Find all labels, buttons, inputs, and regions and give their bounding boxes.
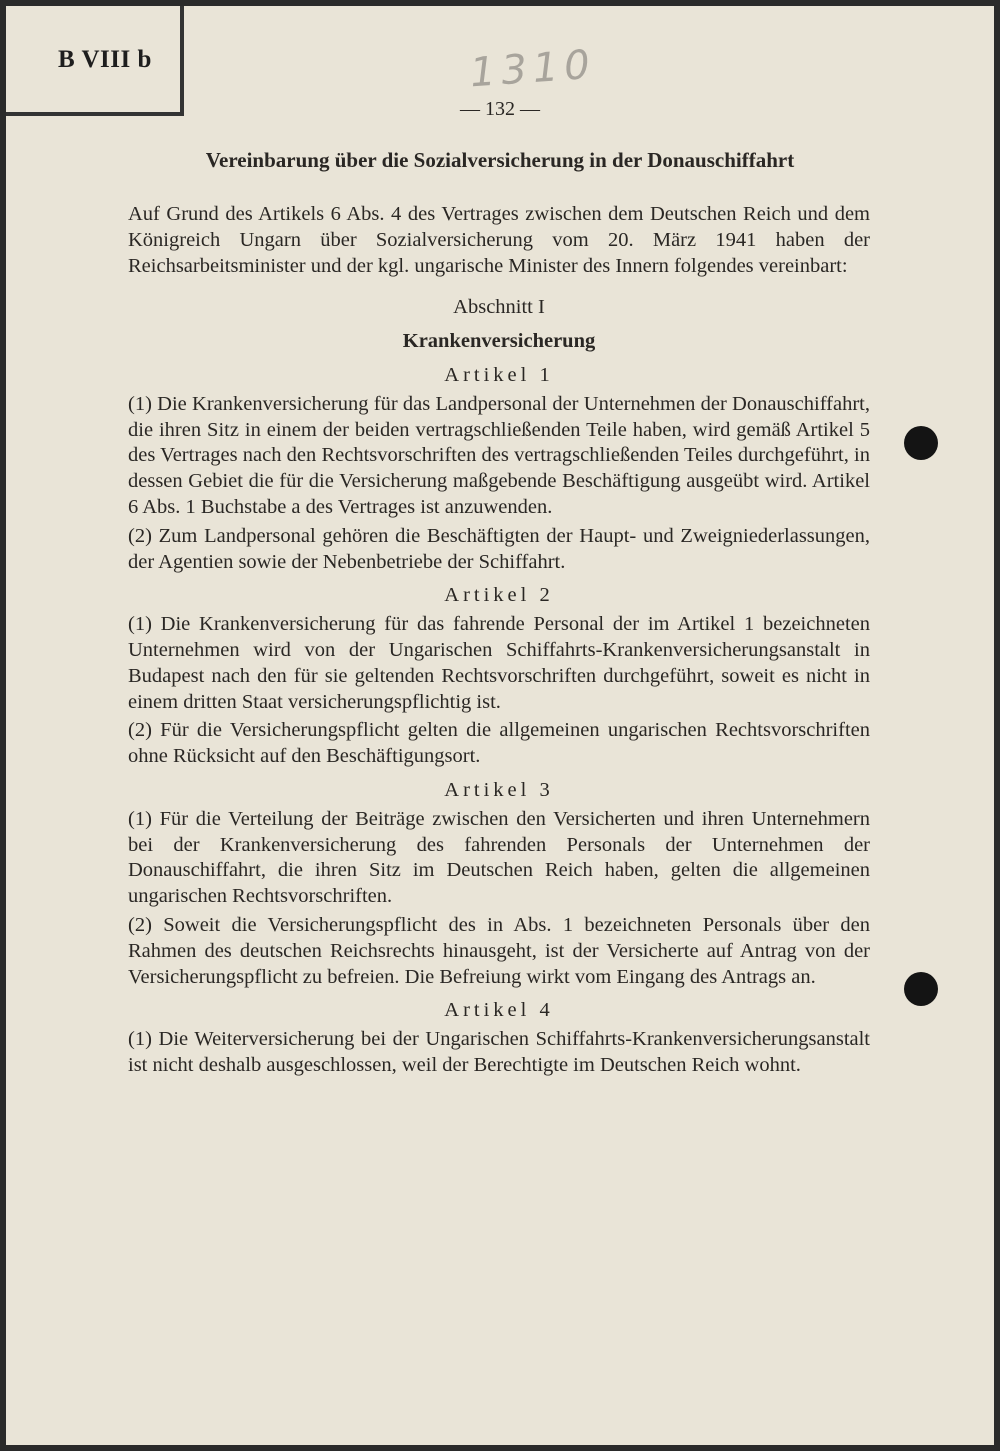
article-paragraph: (2) Zum Landpersonal gehören die Beschäftigten der Haupt- und Zweigniederlassungen, der Agentien sowie der Nebenbetriebe der Schiffahrt. xyxy=(128,524,870,573)
document-page xyxy=(6,6,994,1445)
article-paragraph: (1) Die Krankenversicherung für das fahrende Personal der im Artikel 1 bezeichneten Unternehmen wird von der Ungarischen Schiffahrts-Krankenversicherungsanstalt in Budapest nach den für sie geltenden Rechtsvorschriften durchgeführt, soweit es nicht in einem dritten Staat versicherungspflichtig ist. xyxy=(128,613,870,713)
article-paragraph: (2) Für die Versicherungspflicht gelten die allgemeinen ungarischen Rechtsvorschriften ohne Rücksicht auf den Beschäftigungsort. xyxy=(128,719,870,768)
article-paragraph: (2) Soweit die Versicherungspflicht des in Abs. 1 bezeichneten Personals über den Rahmen des deutschen Reichsrechts hinausgeht, ist der Versicherte auf Antrag von der Versicherungspflicht zu befreien. Die Befreiung wirkt vom Eingang des Antrags an. xyxy=(128,913,870,988)
article-paragraph: (1) Die Krankenversicherung für das Landpersonal der Unternehmen der Donauschiffahrt, die ihren Sitz in einem der beiden vertragschließenden Teile haben, wird gemäß Artikel 5 des Vertrages nach den Rechtsvorschriften des vertragschließenden Teiles durchgeführt, in dessen Gebiet die für die Versicherung maßgebende Beschäftigung ausgeübt wird. Artikel 6 Abs. 1 Buchstabe a des Vertrages ist anzuwenden. xyxy=(128,392,870,518)
article-paragraph: (1) Für die Verteilung der Beiträge zwischen den Versicherten und ihren Unternehmern bei der Krankenversicherung des fahrenden Personals der Unternehmen der Donauschiffahrt, die ihren Sitz im Deutschen Reich haben, gelten die allgemeinen ungarischen Rechtsvorschriften. xyxy=(128,807,870,908)
document-title: Vereinbarung über die Sozialversicherung in der Donauschiffahrt xyxy=(205,148,795,172)
punch-hole xyxy=(904,972,938,1006)
article-heading: Artikel 4 xyxy=(444,999,554,1022)
article-heading: Artikel 3 xyxy=(444,778,554,801)
punch-hole xyxy=(904,426,938,460)
handwritten-note: 1310 xyxy=(468,41,598,97)
page-number: — 132 — xyxy=(460,98,540,120)
document-body xyxy=(128,202,870,1079)
article-heading: Artikel 2 xyxy=(444,584,554,607)
section-label: Abschnitt I xyxy=(453,296,545,319)
intro-paragraph: Auf Grund des Artikels 6 Abs. 4 des Vertrages zwischen dem Deutschen Reich und dem Königreich Ungarn über Sozialversicherung vom 20. März 1941 haben der Reichsarbeitsminister und der kgl. ungarische Minister des Innern folgendes vereinbart: xyxy=(128,203,870,277)
article-paragraph: (1) Die Weiterversicherung bei der Ungarischen Schiffahrts-Krankenversicherungsanstalt ist nicht deshalb ausgeschlossen, weil der Berechtigte im Deutschen Reich wohnt. xyxy=(128,1028,870,1076)
corner-tag: B VIII b xyxy=(58,46,152,73)
article-heading: Artikel 1 xyxy=(444,363,554,386)
section-title: Krankenversicherung xyxy=(402,330,596,353)
